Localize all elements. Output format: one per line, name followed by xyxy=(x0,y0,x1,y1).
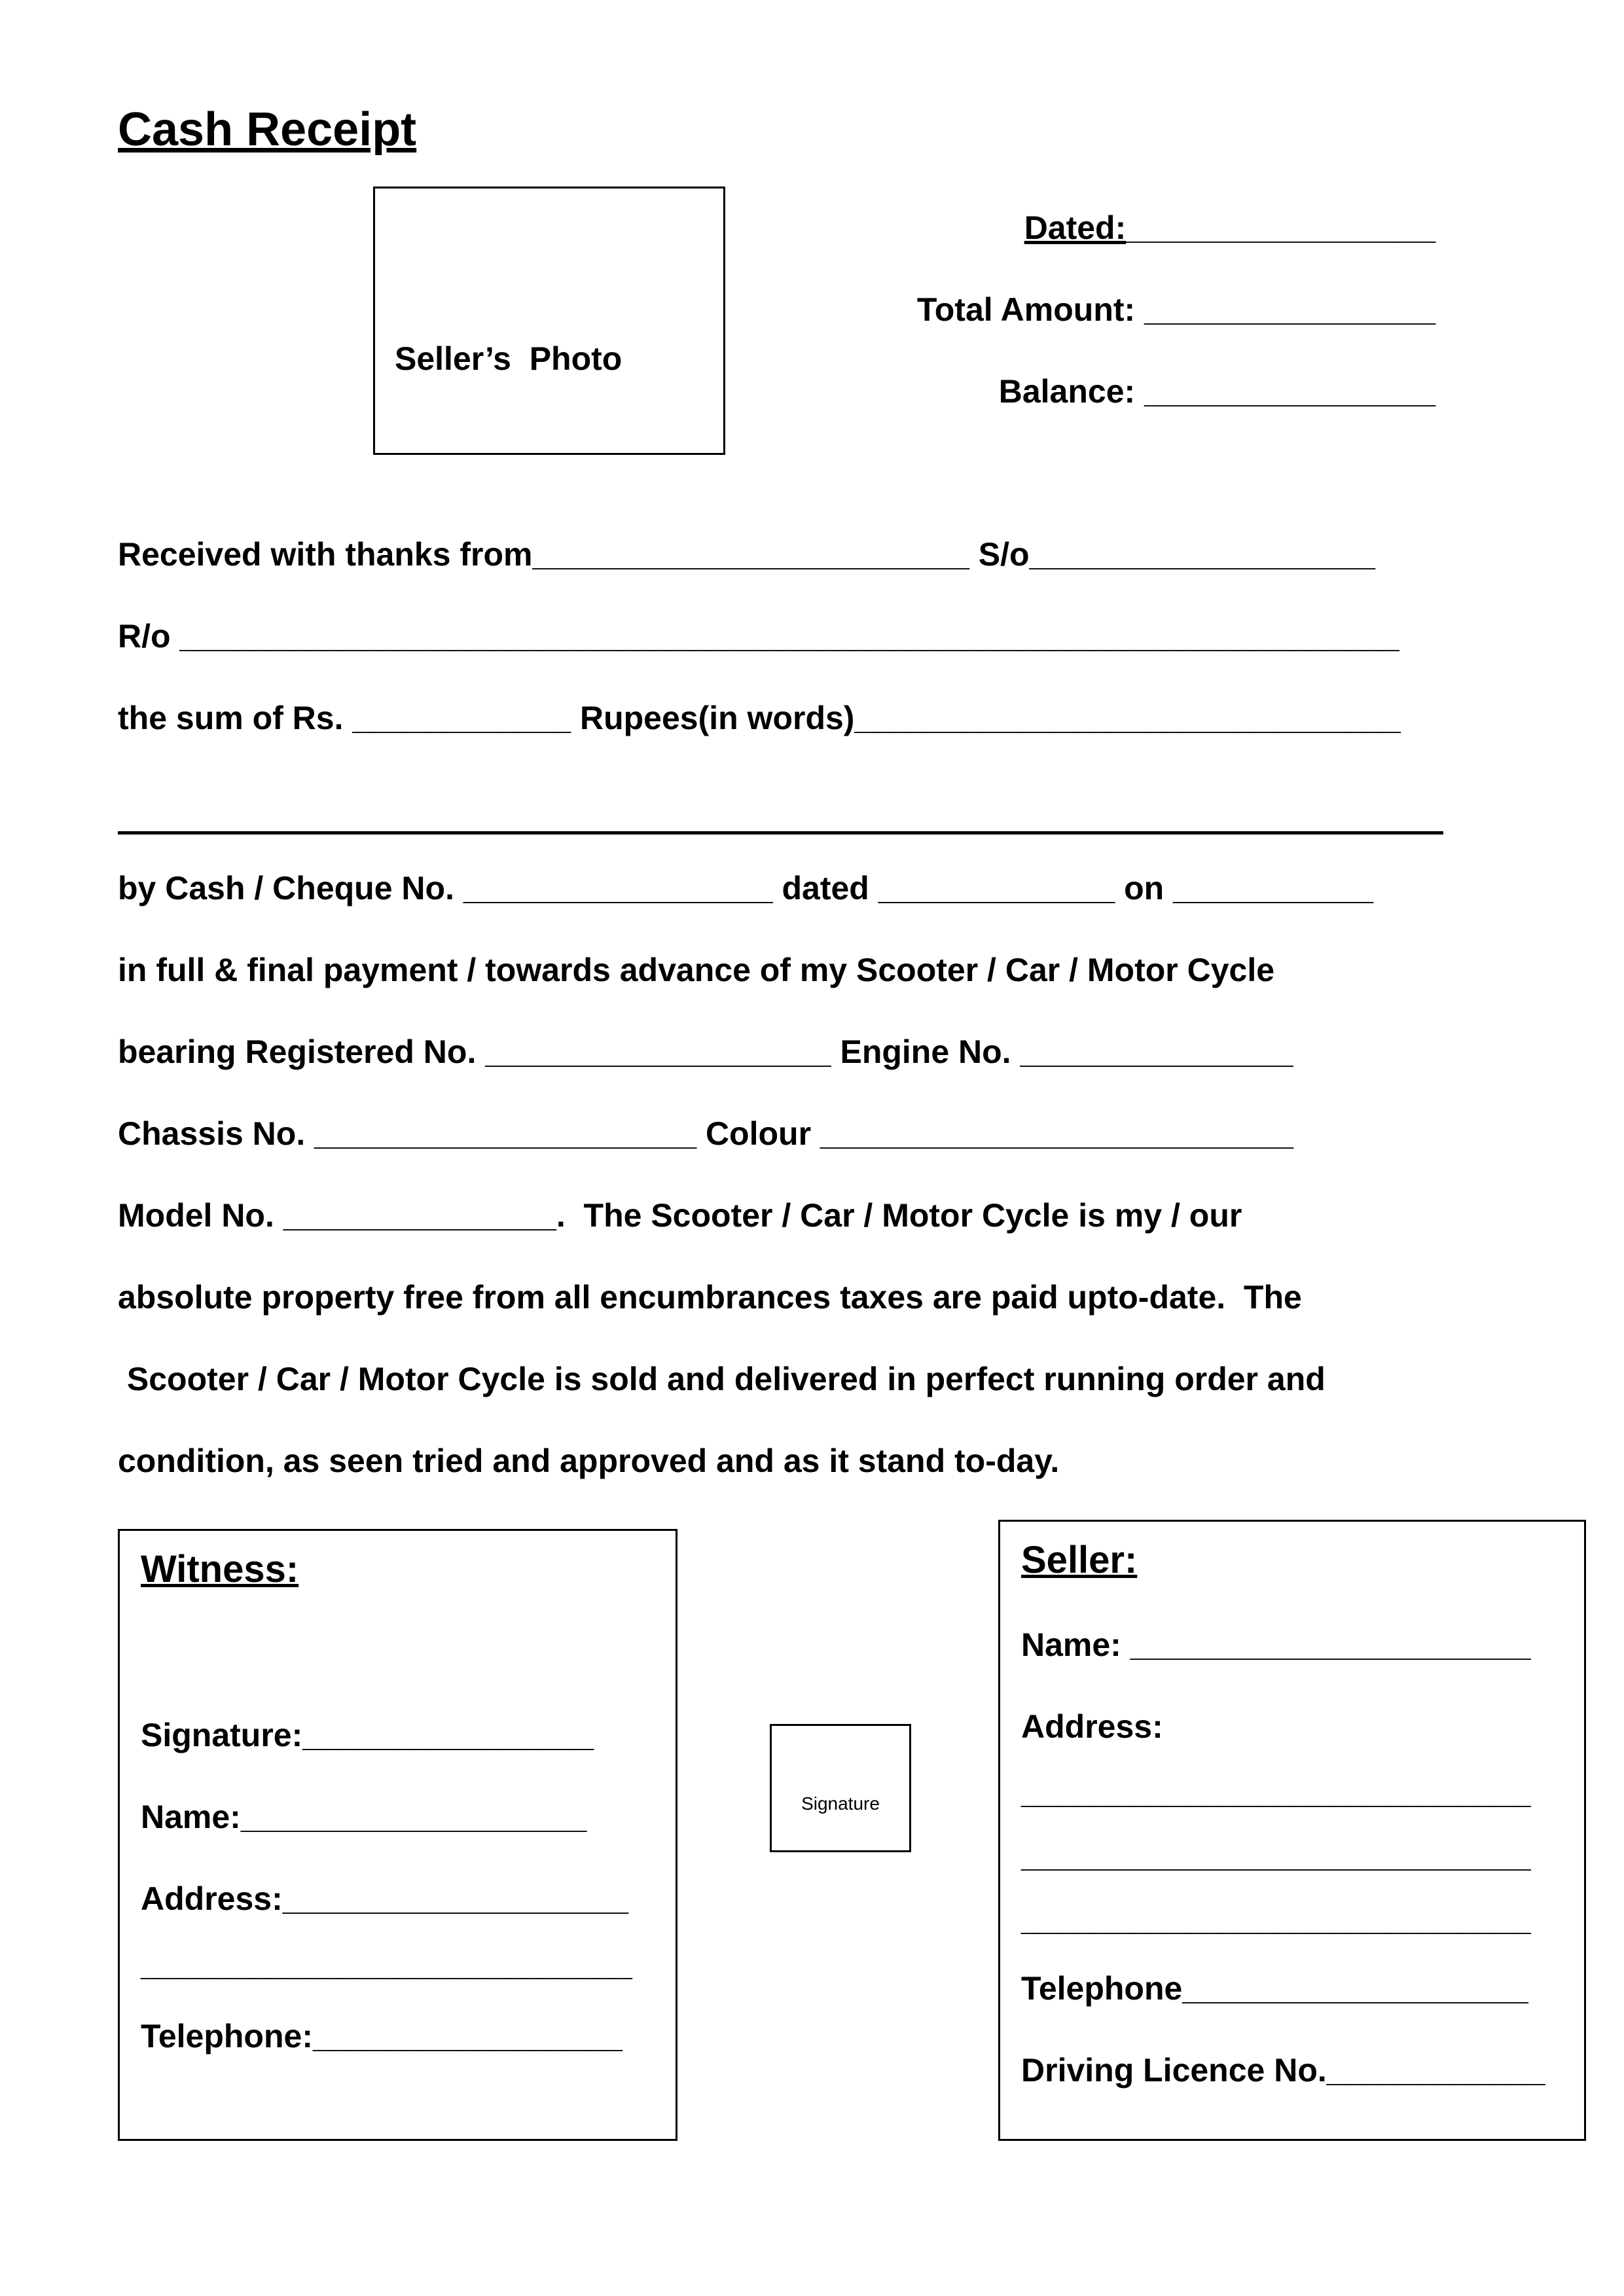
delivery-line: Scooter / Car / Motor Cycle is sold and delivered in perfect running order and xyxy=(118,1361,1326,1397)
witness-heading: Witness: xyxy=(141,1548,299,1590)
seller-photo-box xyxy=(373,187,725,455)
page-title: Cash Receipt xyxy=(118,103,417,156)
witness-address-line: ___________________________ xyxy=(141,1946,632,1982)
signature-box-label: Signature xyxy=(801,1793,880,1814)
seller-address-line-2: ____________________________ xyxy=(1021,1837,1531,1874)
registration-line: bearing Registered No. ___________________ Engine No. _______________ xyxy=(118,1033,1293,1070)
payment-method-line: by Cash / Cheque No. _________________ dated _____________ on ___________ xyxy=(118,870,1373,906)
total-amount-field: Total Amount: ________________ xyxy=(916,291,1435,328)
blank-rule xyxy=(118,831,1443,834)
payment-type-line: in full & final payment / towards advance of my Scooter / Car / Motor Cycle xyxy=(118,952,1275,988)
dated-field xyxy=(1024,208,1435,247)
seller-address-line-3: ____________________________ xyxy=(1021,1901,1531,1937)
balance-field: Balance: ________________ xyxy=(998,373,1435,410)
seller-licence-field: Driving Licence No.____________ xyxy=(1021,2052,1545,2089)
chassis-line: Chassis No. _____________________ Colour __________________________ xyxy=(118,1115,1293,1152)
dated-label: Dated: xyxy=(1024,209,1127,246)
witness-signature-field: Signature:________________ xyxy=(141,1717,594,1753)
seller-heading: Seller: xyxy=(1021,1539,1138,1581)
signature-box xyxy=(770,1724,911,1852)
seller-address-label: Address: xyxy=(1021,1708,1163,1745)
model-line: Model No. _______________. The Scooter / Car / Motor Cycle is my / our xyxy=(118,1197,1242,1234)
seller-box xyxy=(998,1520,1586,2141)
witness-address-field: Address:___________________ xyxy=(141,1880,629,1917)
property-line: absolute property free from all encumbrances taxes are paid upto-date. The xyxy=(118,1279,1302,1316)
seller-photo-label: Seller’s Photo xyxy=(395,340,623,377)
seller-address-line-1: ____________________________ xyxy=(1021,1774,1531,1810)
sum-line: the sum of Rs. ____________ Rupees(in words)______________________________ xyxy=(118,700,1401,736)
witness-telephone-field: Telephone:_________________ xyxy=(141,2018,623,2054)
seller-name-field: Name: ______________________ xyxy=(1021,1626,1531,1663)
received-from-line: Received with thanks from________________________ S/o___________________ xyxy=(118,536,1375,573)
condition-line: condition, as seen tried and approved and as it stand to-day. xyxy=(118,1443,1060,1479)
resident-of-line: R/o ___________________________________________________________________ xyxy=(118,618,1399,655)
seller-telephone-field: Telephone___________________ xyxy=(1021,1970,1528,2007)
witness-name-field: Name:___________________ xyxy=(141,1799,587,1835)
dated-blank: _________________ xyxy=(1126,209,1435,246)
witness-box xyxy=(118,1529,677,2141)
